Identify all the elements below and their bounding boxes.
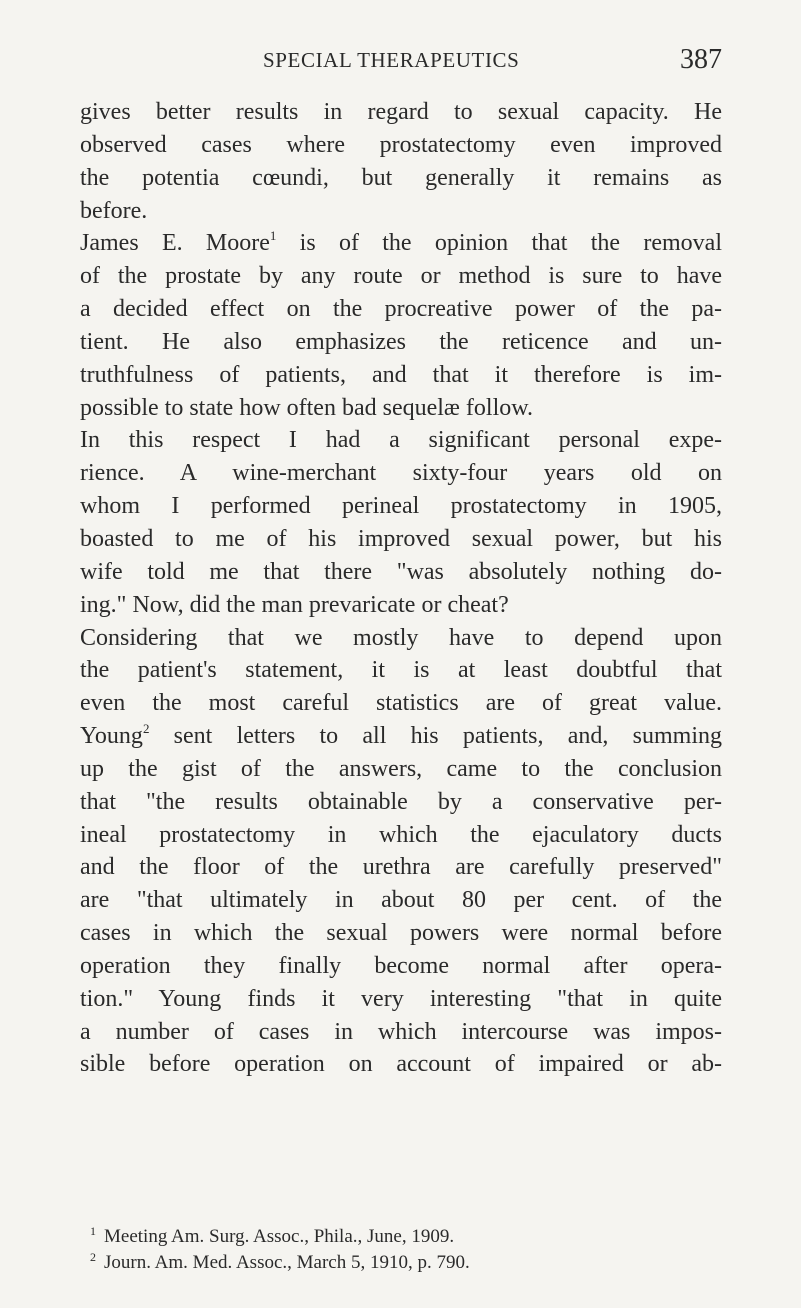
footnote-1 bbox=[80, 1224, 722, 1250]
text-line: a decided effect on the procreative power of the pa- bbox=[80, 296, 722, 323]
text-line: sible before operation on account of impaired or ab- bbox=[80, 1051, 722, 1078]
text-line: observed cases where prostatectomy even improved bbox=[80, 131, 722, 158]
text-line bbox=[80, 720, 722, 753]
footnote-mark: 1 bbox=[90, 1224, 96, 1238]
text-line: wife told me that there "was absolutely nothing do- bbox=[80, 558, 722, 585]
footnote-2 bbox=[80, 1250, 722, 1276]
text-line: gives better results in regard to sexual capacity. He bbox=[80, 99, 722, 125]
text-line: of the prostate by any route or method is sure to have bbox=[80, 263, 722, 290]
running-head: SPECIAL THERAPEUTICS bbox=[263, 48, 520, 72]
text-line: the patient's statement, it is at least doubtful that bbox=[80, 657, 722, 684]
text-line: up the gist of the answers, came to the conclusion bbox=[80, 755, 722, 782]
footnote-text: Journ. Am. Med. Assoc., March 5, 1910, p. 790. bbox=[104, 1252, 470, 1273]
text-line: ineal prostatectomy in which the ejaculatory ducts bbox=[80, 821, 722, 848]
text-fragment: is of the opinion that the removal bbox=[276, 230, 722, 257]
text-line: are "that ultimately in about 80 per cent. of the bbox=[80, 887, 722, 914]
text-line: a number of cases in which intercourse was impos- bbox=[80, 1018, 722, 1045]
page-header bbox=[80, 42, 722, 82]
footnote-ref-2: 2 bbox=[142, 721, 150, 737]
text-line: cases in which the sexual powers were normal before bbox=[80, 920, 722, 947]
text-line: and the floor of the urethra are carefully preserved" bbox=[80, 854, 722, 881]
text-fragment: sent letters to all his patients, and, summing bbox=[149, 723, 722, 750]
footnotes bbox=[80, 1224, 722, 1276]
text-line: In this respect I had a significant personal expe- bbox=[80, 427, 722, 454]
page-number: 387 bbox=[680, 44, 722, 75]
text-line: truthfulness of patients, and that it therefore is im- bbox=[80, 361, 722, 388]
text-line: operation they finally become normal after opera- bbox=[80, 952, 722, 979]
text-line bbox=[80, 227, 722, 260]
text-line: ing." Now, did the man prevaricate or cheat? bbox=[80, 591, 509, 618]
text-line: tion." Young finds it very interesting "that in quite bbox=[80, 985, 722, 1012]
footnote-mark: 2 bbox=[90, 1250, 96, 1264]
body-text bbox=[80, 96, 722, 1081]
text-line: possible to state how often bad sequelæ follow. bbox=[80, 394, 534, 421]
text-line: whom I performed perineal prostatectomy in 1905, bbox=[80, 493, 722, 520]
footnote-text: Meeting Am. Surg. Assoc., Phila., June, 1909. bbox=[104, 1226, 455, 1247]
text-line: the potentia cœundi, but generally it remains as bbox=[80, 164, 722, 191]
text-line: even the most careful statistics are of great value. bbox=[80, 690, 722, 717]
text-line: boasted to me of his improved sexual power, but his bbox=[80, 525, 722, 552]
author-moore: James E. Moore bbox=[80, 230, 270, 257]
text-line: that "the results obtainable by a conservative per- bbox=[80, 788, 722, 815]
text-line: tient. He also emphasizes the reticence and un- bbox=[80, 328, 722, 355]
footnote-ref-1: 1 bbox=[269, 228, 277, 244]
author-young: Young bbox=[80, 723, 143, 750]
text-line: rience. A wine-merchant sixty-four years old on bbox=[80, 460, 722, 487]
text-line: Considering that we mostly have to depend upon bbox=[80, 624, 722, 651]
text-line: before. bbox=[80, 197, 148, 224]
